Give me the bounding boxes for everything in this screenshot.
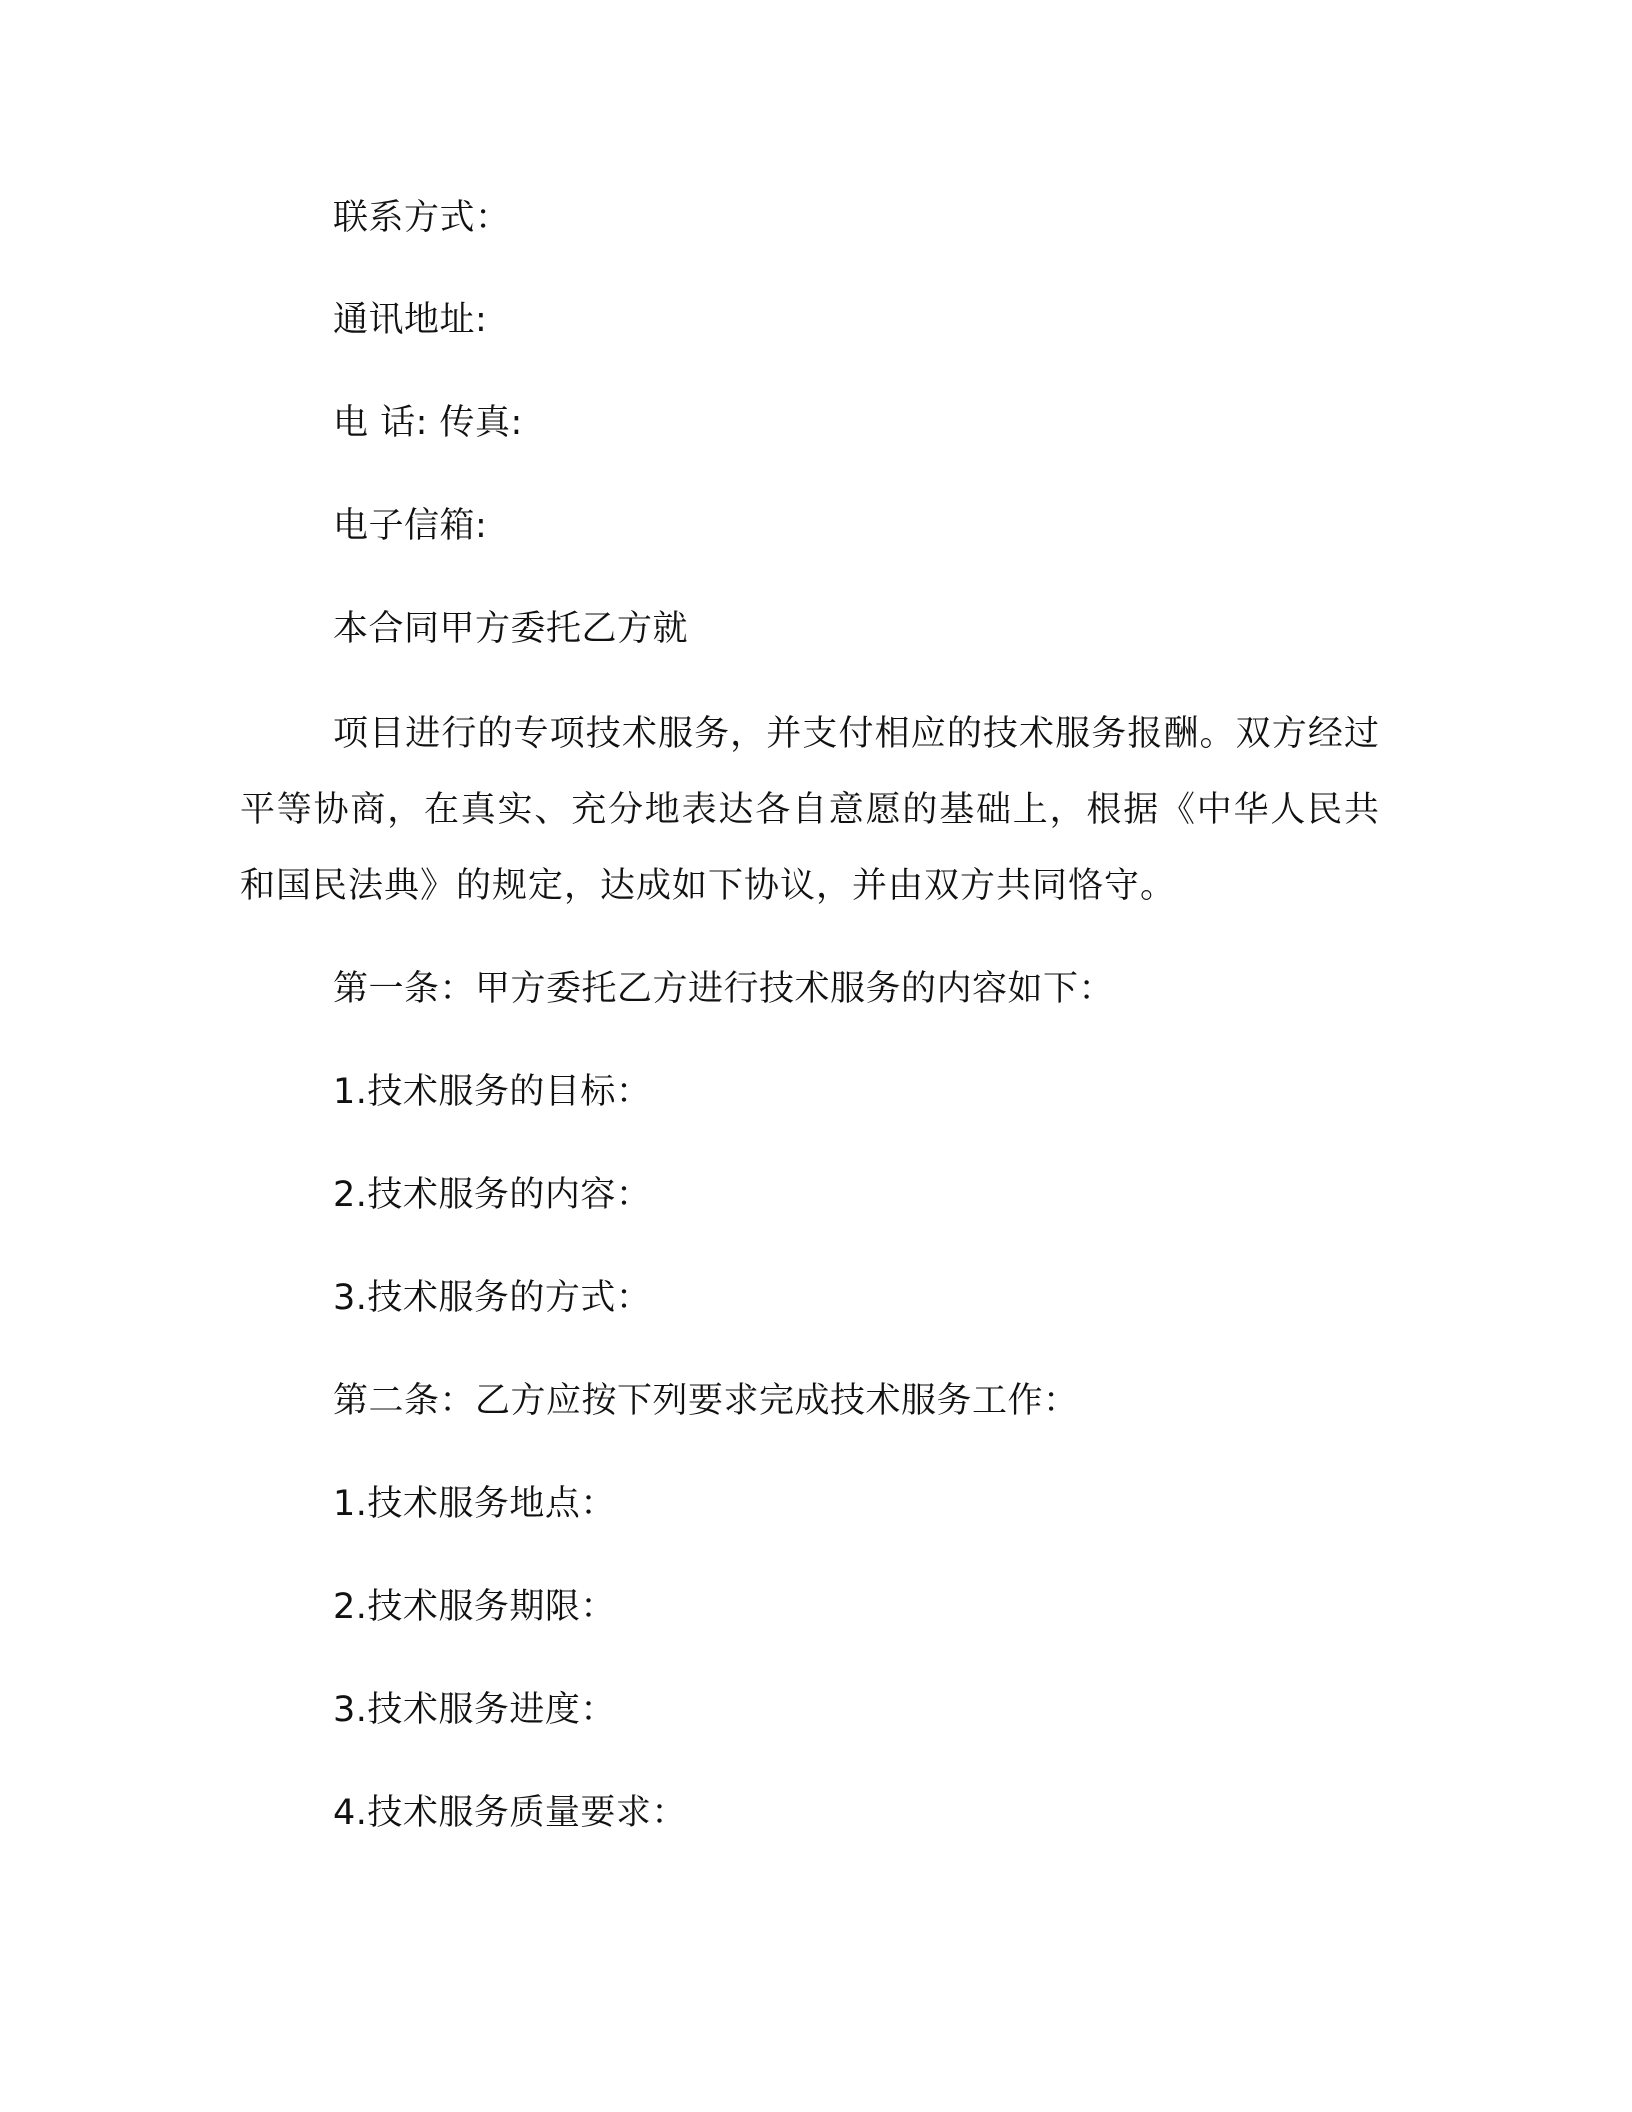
- phone-fax-line: 电 话: 传真:: [333, 403, 523, 443]
- contact-method-line: 联系方式：: [333, 198, 511, 238]
- article-2-item-3: 3.技术服务进度：: [333, 1690, 616, 1730]
- email-line: 电子信箱:: [333, 506, 488, 546]
- article-1-item-2: 2.技术服务的内容：: [333, 1175, 652, 1215]
- contract-intro-line: 本合同甲方委托乙方就: [333, 609, 689, 649]
- article-1-heading: 第一条：甲方委托乙方进行技术服务的内容如下：: [333, 969, 1115, 1009]
- article-2-item-1: 1.技术服务地点：: [333, 1484, 616, 1524]
- contract-purpose-paragraph: 项目进行的专项技术服务，并支付相应的技术服务报酬。双方经过平等协商，在真实、充分地表达各自意愿的基础上，根据《中华人民共和国民法典》的规定，达成如下协议，并由双方共同恪守。: [240, 714, 1380, 906]
- article-1-item-3: 3.技术服务的方式：: [333, 1278, 652, 1318]
- article-1-item-1: 1.技术服务的目标：: [333, 1072, 652, 1112]
- article-2-item-4: 4.技术服务质量要求：: [333, 1793, 687, 1833]
- article-2-heading: 第二条：乙方应按下列要求完成技术服务工作：: [333, 1381, 1079, 1421]
- article-2-item-2: 2.技术服务期限：: [333, 1587, 616, 1627]
- mailing-address-line: 通讯地址:: [333, 300, 488, 340]
